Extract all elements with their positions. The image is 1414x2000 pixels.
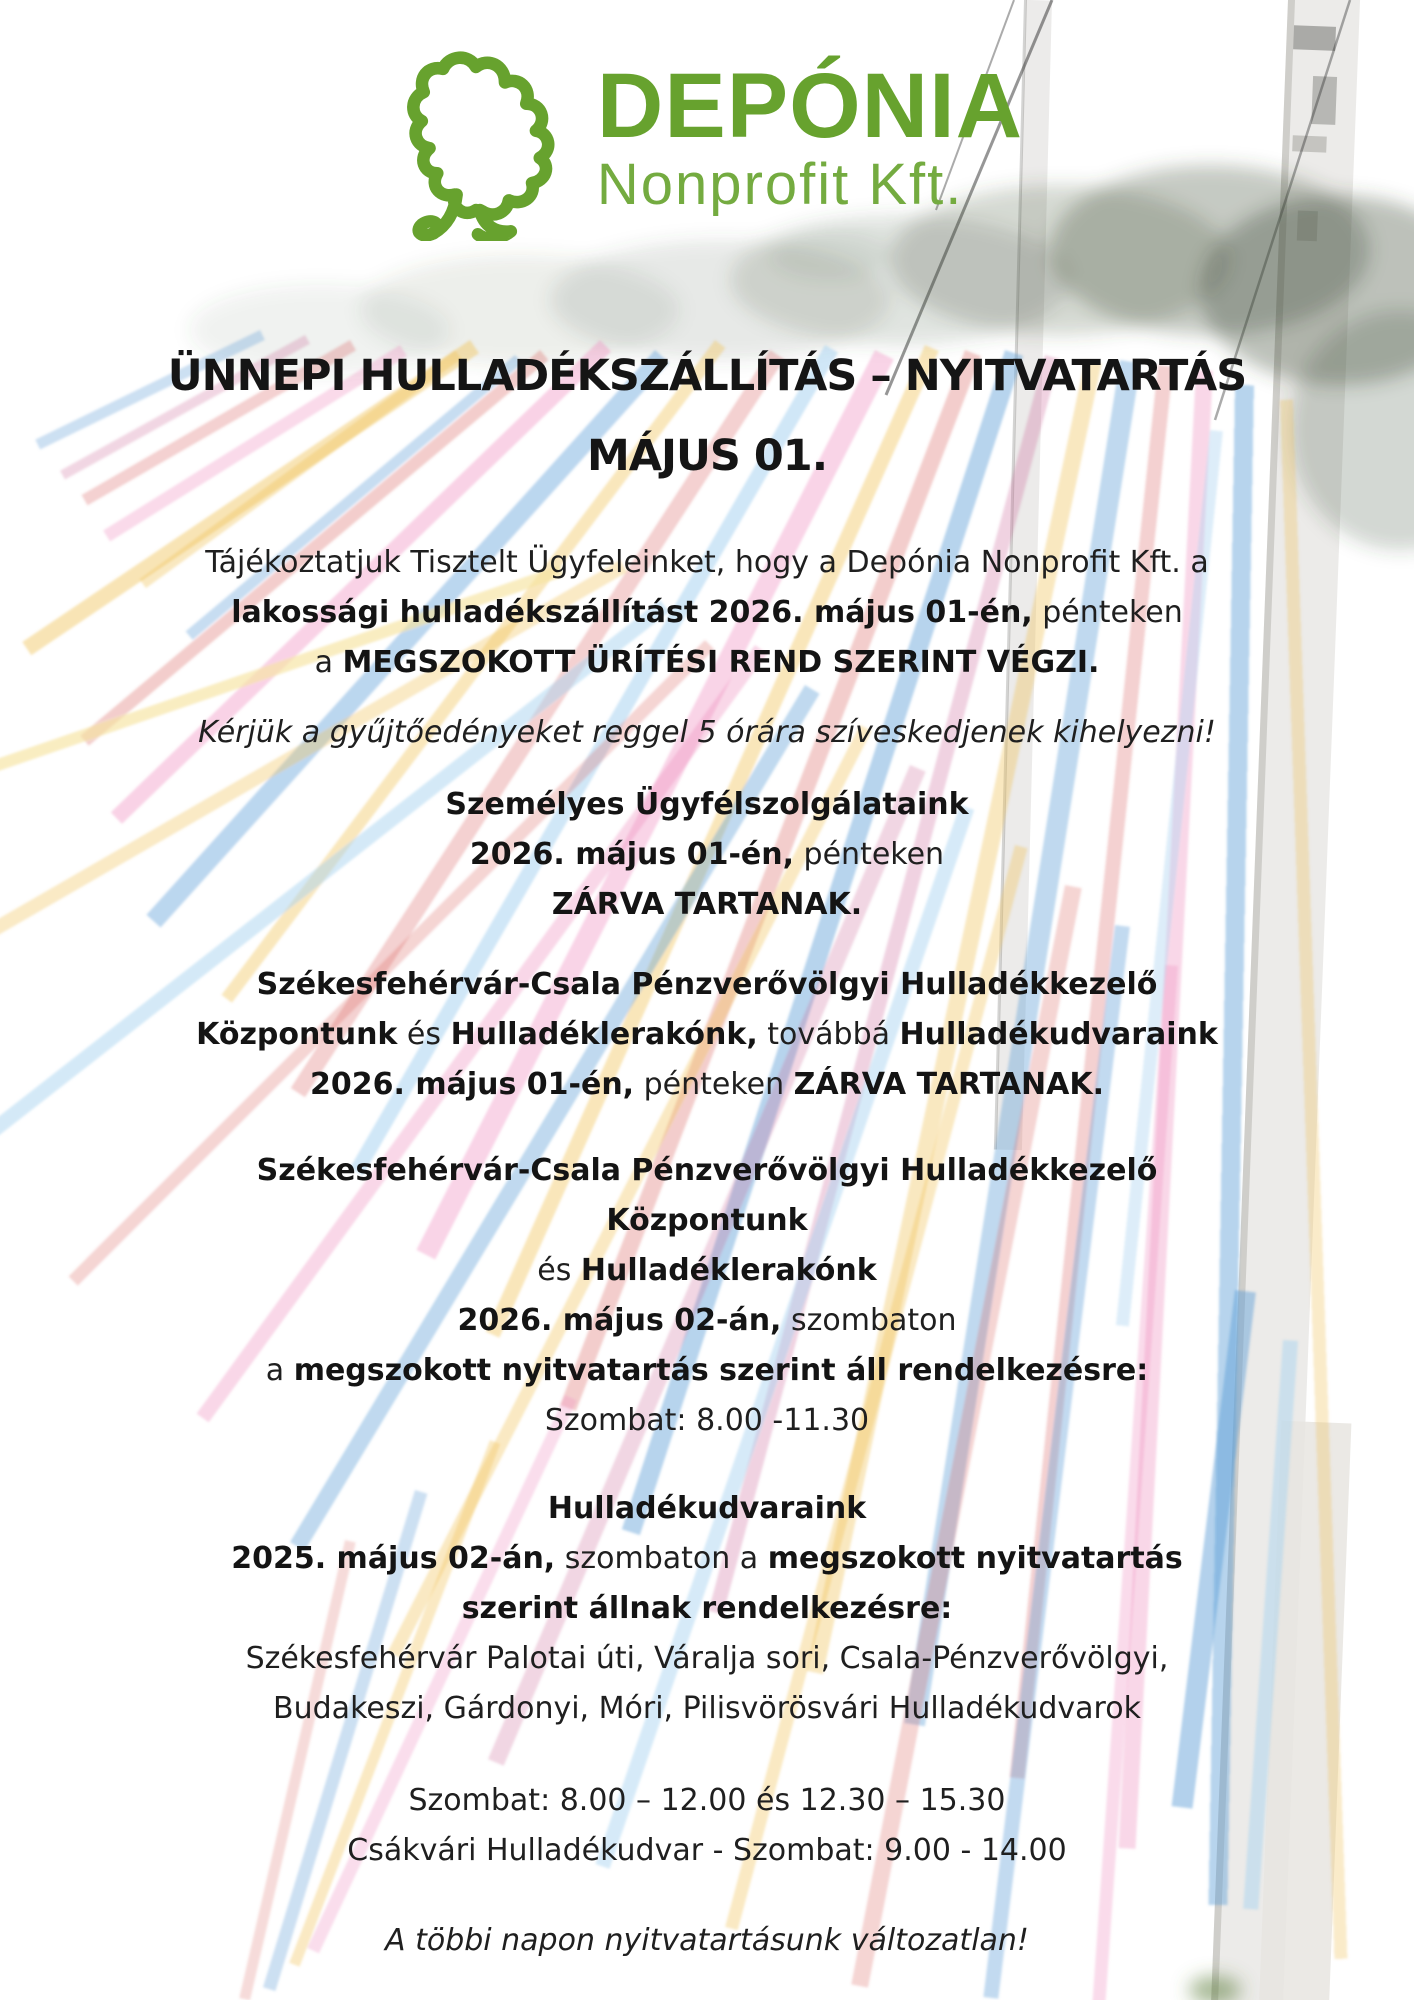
- title-line-2: MÁJUS 01.: [586, 431, 828, 481]
- closed-line-2-seg-e: Hulladékudvaraink: [899, 1017, 1218, 1052]
- waste-yards-section: [0, 1484, 1414, 1734]
- closed-line-3-seg-c: ZÁRVA TARTANAK.: [793, 1067, 1105, 1102]
- opening-hours: [0, 1776, 1414, 1876]
- brand-subtitle: Nonprofit Kft.: [596, 152, 964, 217]
- office-line-2: [0, 830, 1414, 880]
- hours-line-2: Csákvári Hulladékudvar - Szombat: 9.00 - 14.00: [347, 1833, 1067, 1868]
- open-line-5: [0, 1346, 1414, 1396]
- open-line-2: Központunk: [606, 1203, 808, 1238]
- closed-line-3-seg-b: pénteken: [634, 1067, 794, 1102]
- office-line-2-regular: pénteken: [794, 837, 945, 872]
- open-line-4-seg-a: 2026. május 02-án,: [457, 1303, 782, 1338]
- office-line-1: Személyes Ügyfélszolgálataink: [445, 787, 969, 822]
- intro-line-3-regular: a: [314, 645, 343, 680]
- title-line-1: ÜNNEPI HULLADÉKSZÁLLÍTÁS – NYITVATARTÁS: [167, 351, 1247, 401]
- yards-line-2: [0, 1534, 1414, 1584]
- yards-line-5: Budakeszi, Gárdonyi, Móri, Pilisvörösvári Hulladékudvarok: [273, 1691, 1141, 1726]
- brand-name: DEPÓNIA: [596, 55, 1024, 157]
- intro-line-2: [0, 588, 1414, 638]
- open-line-3: [0, 1246, 1414, 1296]
- closed-may1-section: [0, 960, 1414, 1110]
- closed-line-3: [0, 1060, 1414, 1110]
- intro-line-1: Tájékoztatjuk Tisztelt Ügyfeleinket, hogy a Depónia Nonprofit Kft. a: [205, 545, 1209, 580]
- closed-line-2-seg-b: és: [397, 1017, 451, 1052]
- intro-line-3: [0, 638, 1414, 688]
- yards-line-4: Székesfehérvár Palotai úti, Váralja sori, Csala-Pénzverővölgyi,: [245, 1641, 1169, 1676]
- customer-service-section: [0, 780, 1414, 930]
- deponia-tree-logo-icon: [391, 36, 559, 241]
- open-line-4: [0, 1296, 1414, 1346]
- closing-note: [0, 1916, 1414, 1966]
- closed-line-2: [0, 1010, 1414, 1060]
- closing-note-text: A többi napon nyitvatartásunk változatlan!: [385, 1923, 1029, 1958]
- intro-line-3-bold: MEGSZOKOTT ÜRÍTÉSI REND SZERINT VÉGZI.: [342, 645, 1100, 680]
- open-line-5-seg-a: a: [265, 1353, 294, 1388]
- intro-line-2-regular: pénteken: [1032, 595, 1183, 630]
- closed-line-2-seg-d: továbbá: [757, 1017, 900, 1052]
- closed-line-2-seg-c: Hulladéklerakónk,: [450, 1017, 758, 1052]
- open-line-5-seg-b: megszokott nyitvatartás szerint áll rendelkezésre:: [293, 1353, 1149, 1388]
- bin-placement-note-text: Kérjük a gyűjtőedényeket reggel 5 órára szíveskedjenek kihelyezni!: [198, 715, 1216, 750]
- deponia-logo-text: [597, 36, 1023, 216]
- intro-paragraph: [0, 538, 1414, 688]
- yards-line-2-seg-a: 2025. május 02-án,: [231, 1541, 556, 1576]
- closed-line-1: Székesfehérvár-Csala Pénzverővölgyi Hulladékkezelő: [256, 967, 1158, 1002]
- yards-line-2-seg-b: szombaton a: [555, 1541, 768, 1576]
- open-line-1: Székesfehérvár-Csala Pénzverővölgyi Hulladékkezelő: [256, 1153, 1158, 1188]
- closed-line-3-seg-a: 2026. május 01-én,: [309, 1067, 635, 1102]
- bin-placement-note: [0, 708, 1414, 758]
- open-line-3-seg-b: Hulladéklerakónk: [580, 1253, 877, 1288]
- office-line-2-bold: 2026. május 01-én,: [469, 837, 795, 872]
- deponia-logo: [0, 0, 1414, 250]
- open-line-4-seg-b: szombaton: [781, 1303, 957, 1338]
- yards-line-3: szerint állnak rendelkezésre:: [461, 1591, 953, 1626]
- open-line-6: Szombat: 8.00 -11.30: [544, 1403, 870, 1438]
- open-line-3-seg-a: és: [537, 1253, 581, 1288]
- office-line-3: ZÁRVA TARTANAK.: [551, 887, 863, 922]
- open-may2-section: [0, 1146, 1414, 1446]
- page-title: [0, 336, 1414, 496]
- intro-line-2-bold: lakossági hulladékszállítást 2026. május 01-én,: [231, 595, 1033, 630]
- yards-line-1: Hulladékudvaraink: [547, 1491, 867, 1526]
- hours-line-1: Szombat: 8.00 – 12.00 és 12.30 – 15.30: [408, 1783, 1006, 1818]
- yards-line-2-seg-c: megszokott nyitvatartás: [767, 1541, 1183, 1576]
- closed-line-2-seg-a: Központunk: [196, 1017, 398, 1052]
